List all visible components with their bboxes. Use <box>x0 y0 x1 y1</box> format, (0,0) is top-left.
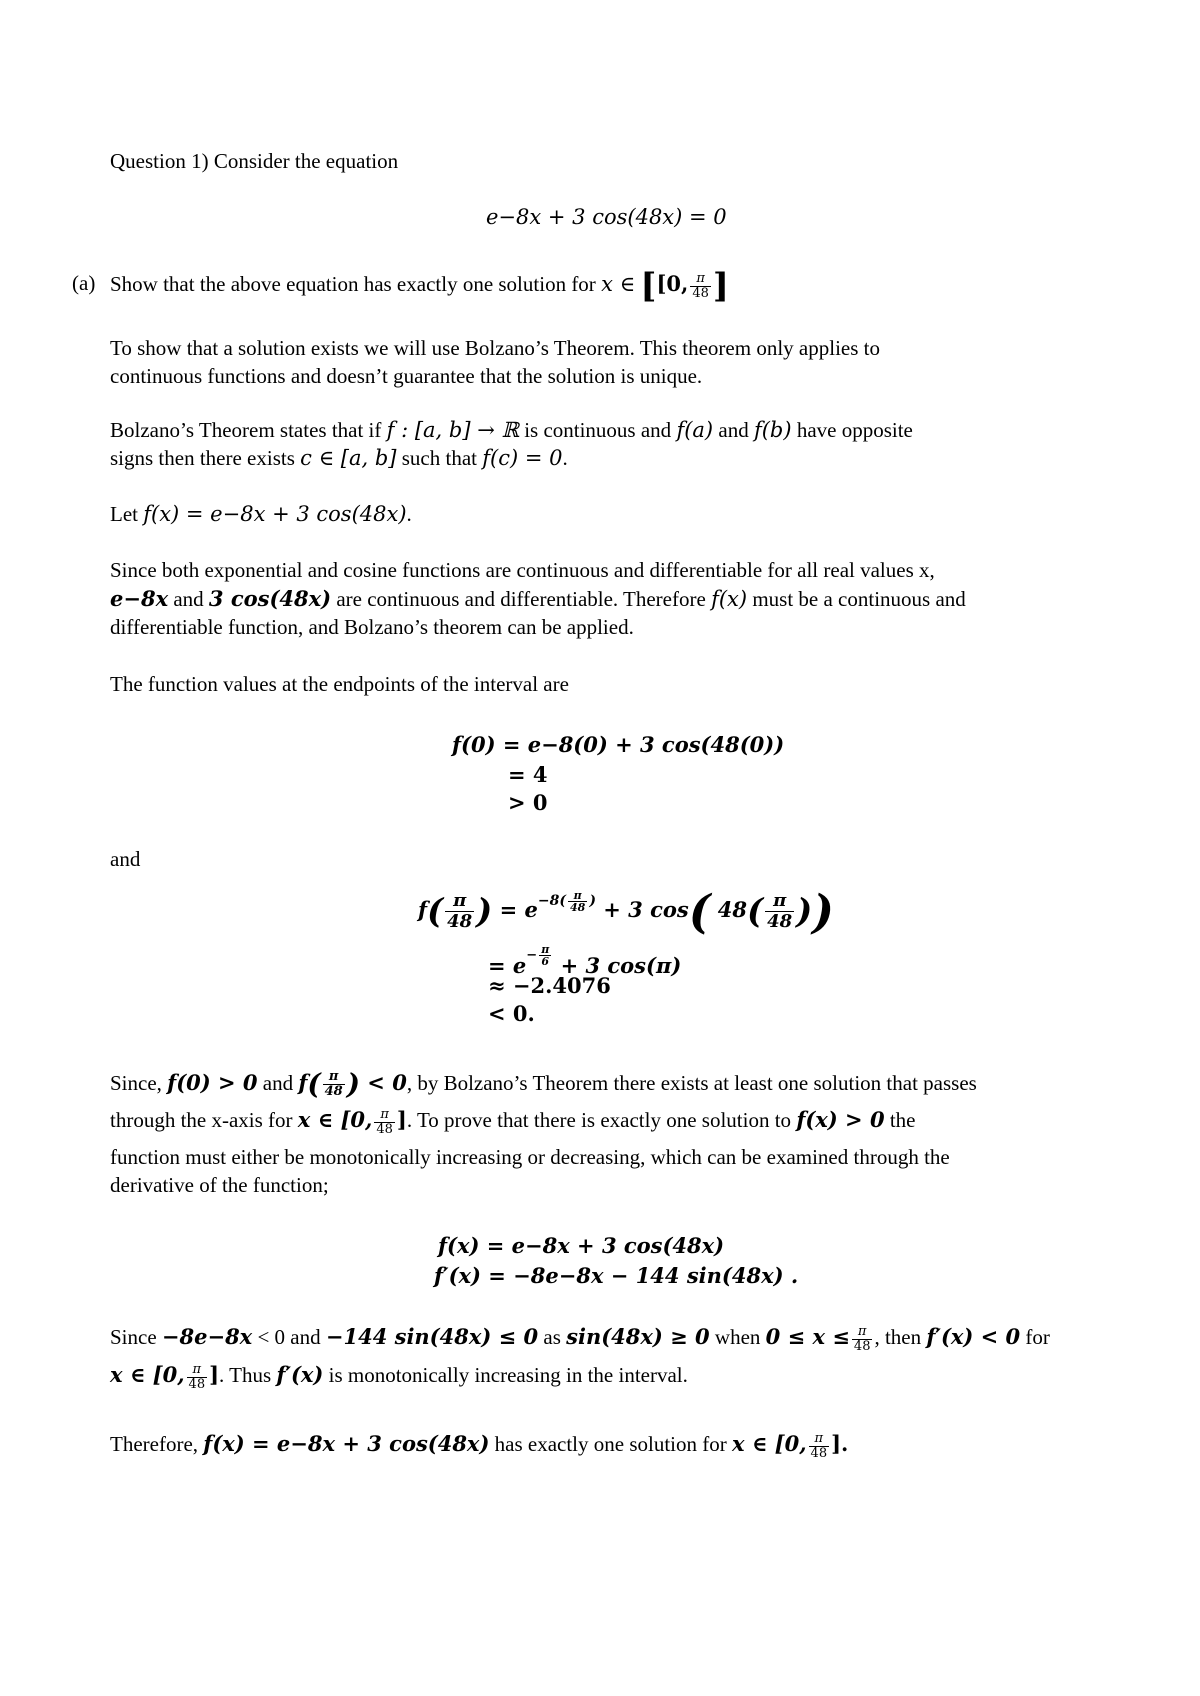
part-a-var: x ∈ <box>601 271 636 296</box>
part-a-frac <box>690 272 711 301</box>
p2-l2-math-2: f(c) = 0 <box>482 446 563 470</box>
since2-l2-48: 48 <box>188 1376 206 1392</box>
since-line1 <box>110 1066 977 1102</box>
eval-pi-eq: = <box>499 897 518 922</box>
main-equation <box>486 203 727 231</box>
since2-l1-pi: π <box>852 1325 873 1340</box>
p4-text-c: must be a continuous and <box>752 587 966 611</box>
since2-l1-m5: f′(x) < 0 <box>926 1324 1021 1349</box>
since2-l1-c: as <box>543 1325 561 1349</box>
since-l2-close: ] <box>396 1107 407 1132</box>
eval-pi-paren-l: ( <box>427 891 444 932</box>
since2-l1-a: Since <box>110 1325 157 1349</box>
since2-l1-frac <box>852 1325 873 1354</box>
p4-math-3: f(x) <box>711 587 748 611</box>
derivative-line2: f′(x) = −8e−8x − 144 sin(48x) . <box>434 1263 799 1288</box>
eval-pi-l2-frac <box>539 944 551 967</box>
since-l2-a: through the x-axis for <box>110 1108 293 1132</box>
part-a-prompt-text: Show that the above equation has exactly one solution for <box>110 271 596 296</box>
since2-l2-pi: π <box>187 1363 208 1378</box>
eval-pi-48: 48 <box>717 897 748 922</box>
and-word: and <box>110 847 141 871</box>
since-l2-pi: π <box>374 1108 395 1123</box>
p4-line2 <box>110 585 966 613</box>
eval-pi-l2-pi: π <box>541 943 550 956</box>
p2-math-3: f(b) <box>753 418 792 442</box>
conclusion-close: ]. <box>831 1431 849 1456</box>
since2-l1-m3: sin(48x) ≥ 0 <box>566 1324 710 1349</box>
since-line4: derivative of the function; <box>110 1173 329 1197</box>
p2-line2 <box>110 444 568 472</box>
conclusion-m2: x ∈ [0, <box>732 1431 807 1456</box>
eval-pi-frac <box>445 891 474 932</box>
since-l1-m2 <box>298 1067 407 1101</box>
eval-pi-f: f <box>418 897 428 922</box>
since2-l1-m2: −144 sin(48x) ≤ 0 <box>325 1324 539 1349</box>
since2-l1-f: for <box>1025 1325 1050 1349</box>
since2-l2-close: ] <box>209 1362 220 1387</box>
eval-zero-line3: > 0 <box>508 790 548 815</box>
conclusion-b: has exactly one solution for <box>494 1432 727 1456</box>
since-l1-lt: < 0 <box>367 1070 407 1095</box>
eval-pi-frac-48: 48 <box>447 911 473 932</box>
eval-pi-exp-frac <box>568 890 587 913</box>
since-line3: function must either be monotonically increasing or decreasing, which can be examined through the <box>110 1145 950 1169</box>
p2-text-b: is continuous and <box>524 418 672 442</box>
derivative-line1: f(x) = e−8x + 3 cos(48x) <box>438 1233 725 1258</box>
part-a-pi: π <box>690 272 711 287</box>
eval-pi-l2-6: 6 <box>541 955 550 968</box>
p5-line: The function values at the endpoints of the interval are <box>110 672 569 696</box>
p1-line2: continuous functions and doesn’t guarantee that the solution is unique. <box>110 364 703 388</box>
since2-l1-b: < 0 and <box>257 1325 321 1349</box>
eval-pi-frac-pi: π <box>445 891 474 912</box>
eval-pi-paren-r: ) <box>476 891 493 932</box>
p4-math-2: 3 cos(48x) <box>208 586 332 611</box>
p4-math-1: e−8x <box>110 586 169 611</box>
since-l2-b: . To prove that there is exactly one solution to <box>406 1108 792 1132</box>
since2-l2-frac <box>187 1363 208 1392</box>
eval-pi-inner-r: ) <box>796 891 813 932</box>
part-a-bracket-close: ] <box>712 266 729 306</box>
since-l1-paren-r: ) <box>346 1067 360 1101</box>
conclusion-line <box>110 1430 848 1461</box>
eval-pi-line3: ≈ −2.4076 <box>488 973 611 998</box>
since-line2 <box>110 1106 915 1137</box>
since-l2-48: 48 <box>376 1121 393 1137</box>
since-l1-b: and <box>262 1071 294 1095</box>
eval-pi-inner-l: ( <box>747 891 764 932</box>
since2-l2-b: is monotonically increasing in the interval. <box>328 1363 688 1387</box>
conclusion-m1: f(x) = e−8x + 3 cos(48x) <box>203 1431 490 1456</box>
eval-pi-l2-exp: − π 6 <box>526 943 550 968</box>
p4-text-b: are continuous and differentiable. Therefore <box>336 587 706 611</box>
question-title: Question 1) Consider the equation <box>110 149 399 173</box>
part-a-zero: [0, <box>656 270 689 296</box>
eval-pi-line4: < 0. <box>488 1001 535 1026</box>
p2-l2-period: . <box>562 446 568 470</box>
p2-math-2: f(a) <box>676 418 714 442</box>
part-a-prompt <box>110 266 729 306</box>
since2-l2-m1: x ∈ [0, <box>110 1362 185 1387</box>
p1-line1: To show that a solution exists we will use Bolzano’s Theorem. This theorem only applies to <box>110 336 880 360</box>
since-l2-m2: f(x) > 0 <box>796 1107 885 1132</box>
conclusion-a: Therefore, <box>110 1432 199 1456</box>
p2-text-d: have opposite <box>796 418 913 442</box>
p2-text-a: Bolzano’s Theorem states that if <box>110 418 382 442</box>
since-l1-paren-l: ( <box>307 1067 321 1101</box>
eval-zero-line2: = 4 <box>508 762 548 787</box>
p3-line <box>110 500 412 528</box>
since-l1-48: 48 <box>324 1084 343 1099</box>
p3-math: f(x) = e−8x + 3 cos(48x) <box>143 502 407 526</box>
since2-l1-m4: 0 ≤ x ≤ <box>765 1324 850 1349</box>
since2-l1-d: when <box>714 1325 761 1349</box>
eval-pi-inner-48: 48 <box>767 911 793 932</box>
eval-pi-l2-a: = e <box>488 953 527 978</box>
p2-math-1: f : [a, b] → ℝ <box>386 418 519 442</box>
p3-let: Let <box>110 502 138 526</box>
p2-l2-text-b: such that <box>401 446 477 470</box>
part-a-48: 48 <box>692 285 709 301</box>
eval-pi-pluscos: + 3 cos <box>603 897 689 922</box>
eval-pi-bigparen-l: ( <box>688 884 711 939</box>
since2-l1-e: , then <box>874 1325 922 1349</box>
since-l1-c: , by Bolzano’s Theorem there exists at least one solution that passes <box>406 1071 977 1095</box>
eval-pi-exp: −8( π 48 ) <box>537 888 596 914</box>
p4-line1: Since both exponential and cosine functions are continuous and differentiable for all real values x, <box>110 558 935 582</box>
main-equation-text: e−8x + 3 cos(48x) = 0 <box>486 205 727 229</box>
since2-line1 <box>110 1323 1050 1354</box>
p3-period: . <box>406 502 412 526</box>
p2-text-c: and <box>718 418 749 442</box>
since-l1-frac <box>323 1070 345 1099</box>
eval-pi-exp-pre: −8 <box>537 893 560 909</box>
eval-zero-line1: f(0) = e−8(0) + 3 cos(48(0)) <box>452 732 785 757</box>
eval-pi-exp-pi: π <box>568 890 587 902</box>
p2-line1 <box>110 416 913 444</box>
conclusion-48: 48 <box>810 1445 828 1461</box>
since-l1-m1: f(0) > 0 <box>167 1070 258 1095</box>
p2-l2-text-a: signs then there exists <box>110 446 295 470</box>
eval-pi-l2-b: + 3 cos(π) <box>560 953 682 978</box>
eval-pi-inner-pi: π <box>765 891 794 912</box>
part-a-bracket-open: [ <box>640 266 657 306</box>
since2-l1-m1: −8e−8x <box>161 1324 253 1349</box>
eval-pi-bigparen-r: ) <box>812 884 835 939</box>
eval-pi-e: e <box>524 897 538 922</box>
since-l1-a: Since, <box>110 1071 162 1095</box>
conclusion-pi: π <box>809 1432 830 1447</box>
since2-l2-m2: f′(x) <box>276 1362 324 1387</box>
since2-l1-48: 48 <box>853 1338 871 1354</box>
since-l2-m1: x ∈ [0, <box>297 1107 373 1132</box>
conclusion-frac <box>809 1432 830 1461</box>
part-a-marker: (a) <box>72 271 96 295</box>
p2-l2-math-1: c ∈ [a, b] <box>300 446 397 470</box>
eval-pi-inner-frac <box>765 891 794 932</box>
since-l2-frac <box>374 1108 395 1137</box>
p4-line3: differentiable function, and Bolzano’s theorem can be applied. <box>110 615 634 639</box>
eval-pi-exp-48: 48 <box>570 900 586 914</box>
since-l1-pi: π <box>323 1070 345 1085</box>
since2-line2 <box>110 1361 688 1392</box>
since-l2-c: the <box>889 1108 916 1132</box>
p4-text-a: and <box>173 587 204 611</box>
since2-l2-a: . Thus <box>219 1363 272 1387</box>
since-l1-f: f <box>298 1070 308 1095</box>
eval-pi-line1 <box>418 884 835 939</box>
